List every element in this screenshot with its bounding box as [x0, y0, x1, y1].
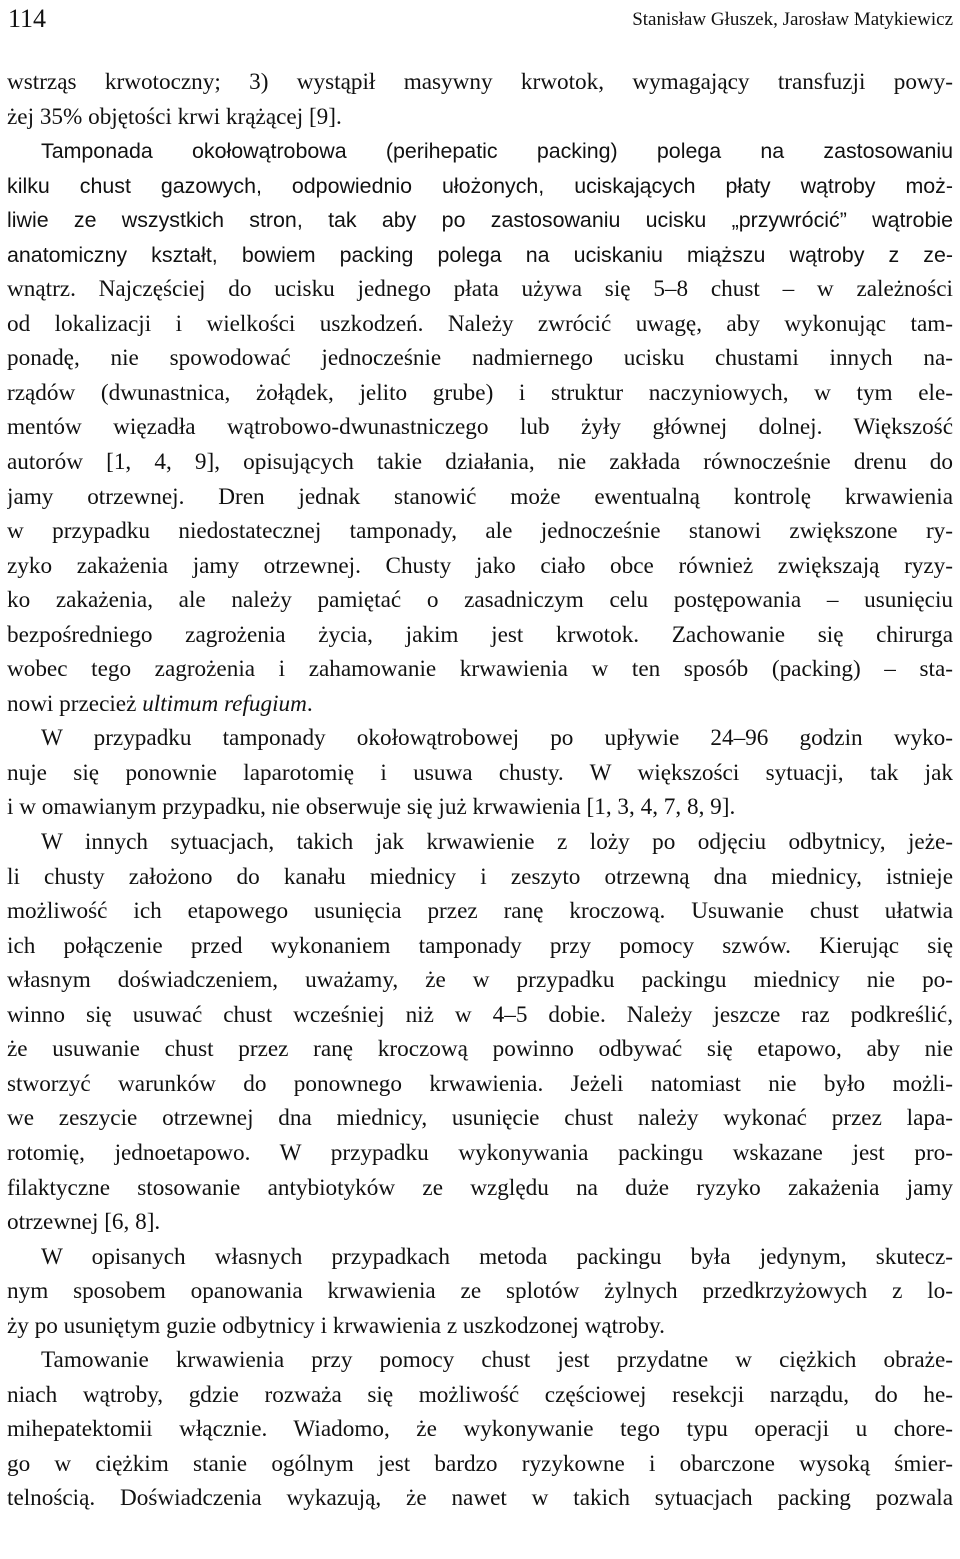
body-text [7, 65, 953, 1516]
text-line-content: W innych sytuacjach, takich jak krwawienie z loży po odjęciu odbytnicy, jeże- [41, 829, 953, 856]
text-line-content: liwie ze wszystkich stron, tak aby po zastosowaniu ucisku „przywrócić” wątrobie [7, 208, 953, 233]
text-line [7, 307, 953, 342]
text-line [7, 860, 953, 895]
text-line [7, 652, 953, 687]
text-line [7, 721, 953, 756]
text-line [7, 998, 953, 1033]
text-line-content: nuje się ponownie laparotomię i usuwa chusty. W większości sytuacji, tak jak [7, 759, 953, 786]
text-line-content: ko zakażenia, ale należy pamiętać o zasadniczym celu postępowania – usunięciu [7, 587, 953, 614]
text-line [7, 1101, 953, 1136]
text-line-content: nym sposobem opanowania krwawienia ze splotów żylnych przedkrzyżowych z lo- [7, 1278, 953, 1305]
text-line-content: wnątrz. Najczęściej do ucisku jednego płata używa się 5–8 chust – w zależności [7, 276, 953, 303]
text-line [7, 272, 953, 307]
text-line [7, 618, 953, 653]
text-line-content: mihepatektomii włącznie. Wiadomo, że wykonywanie tego typu operacji u chore- [7, 1416, 953, 1443]
running-head-authors: Stanisław Głuszek, Jarosław Matykiewicz [632, 9, 953, 30]
text-line [7, 1343, 953, 1378]
text-line [7, 1240, 953, 1275]
text-line-content: niach wątroby, gdzie rozważa się możliwość częściowej resekcji narządu, do he- [7, 1381, 953, 1408]
text-line [7, 687, 953, 722]
text-line [7, 549, 953, 584]
text-line-content: anatomiczny kształt, bowiem packing polega na uciskaniu miąższu wątroby z ze- [7, 242, 953, 267]
text-line-content: rządów (dwunastnica, żołądek, jelito grube) i struktur naczyniowych, w tym ele- [7, 379, 953, 406]
text-line [7, 1205, 953, 1240]
text-line [7, 100, 953, 135]
text-line-content: ponadę, nie spowodować jednocześnie nadmiernego ucisku chustami innych na- [7, 345, 953, 372]
text-line [7, 1412, 953, 1447]
text-line-content: stworzyć warunków do ponownego krwawienia. Jeżeli natomiast nie było możli- [7, 1070, 953, 1097]
text-line-content: W przypadku tamponady okołowątrobowej po upływie 24–96 godzin wyko- [41, 725, 953, 752]
text-line-content: nowi przecież [7, 690, 143, 717]
text-line-content: winno się usuwać chust wcześniej niż w 4–5 dobie. Należy jeszcze raz podkreślić, [7, 1001, 953, 1028]
text-line [7, 1447, 953, 1482]
text-line-content: kilku chust gazowych, odpowiednio ułożonych, uciskających płaty wątroby moż- [7, 173, 953, 198]
text-line-content: we zeszycie otrzewnej dna miednicy, usunięcie chust należy wykonać przez lapa- [7, 1105, 953, 1132]
text-line [7, 1378, 953, 1413]
text-line-content: li chusty założono do kanału miednicy i zeszyto otrzewną dna miednicy, istnieje [7, 863, 953, 890]
text-line [7, 1481, 953, 1516]
text-line [7, 1274, 953, 1309]
text-line-content: telnością. Doświadczenia wykazują, że nawet w takich sytuacjach packing pozwala [7, 1485, 953, 1512]
text-line-content: rotomię, jednoetapowo. W przypadku wykonywania packingu wskazane jest pro- [7, 1139, 953, 1166]
text-line-content: możliwość ich etapowego usunięcia przez ranę kroczową. Usuwanie chust ułatwia [7, 898, 953, 925]
running-header [0, 0, 960, 44]
text-line [7, 756, 953, 791]
text-line [7, 1067, 953, 1102]
text-line-content: filaktyczne stosowanie antybiotyków ze względu na duże ryzyko zakażenia jamy [7, 1174, 953, 1201]
text-line-content: Tamowanie krwawienia przy pomocy chust jest przydatne w ciężkich obraże- [41, 1347, 953, 1374]
text-line [7, 1171, 953, 1206]
text-line-content: ży po usuniętym guzie odbytnicy i krwawienia z uszkodzonej wątroby. [7, 1312, 665, 1339]
text-line-tail: . [306, 690, 313, 717]
text-line [7, 65, 953, 100]
text-line [7, 1136, 953, 1171]
text-line-content: własnym doświadczeniem, uważamy, że w przypadku packingu miednicy nie po- [7, 967, 953, 994]
text-line-content: otrzewnej [6, 8]. [7, 1209, 161, 1236]
text-line-content: od lokalizacji i wielkości uszkodzeń. Należy zwrócić uwagę, aby wykonując tam- [7, 310, 953, 337]
text-line-content: i w omawianym przypadku, nie obserwuje się już krwawienia [1, 3, 4, 7, 8, 9]. [7, 794, 736, 821]
text-line-content: Tamponada okołowątrobowa (perihepatic packing) polega na zastosowaniu [41, 139, 953, 164]
text-line-content: w przypadku niedostatecznej tamponady, ale jednocześnie stanowi zwiększone ry- [7, 518, 953, 545]
text-line-content: wobec tego zagrożenia i zahamowanie krwawienia w ten sposób (packing) – sta- [7, 656, 953, 683]
text-line [7, 514, 953, 549]
text-line [7, 790, 953, 825]
text-line-content: autorów [1, 4, 9], opisujących takie działania, nie zakłada równocześnie drenu do [7, 449, 953, 476]
text-line-content: jamy otrzewnej. Dren jednak stanowić może ewentualną kontrolę krwawienia [7, 483, 953, 510]
text-line-content: bezpośredniego zagrożenia życia, jakim jest krwotok. Zachowanie się chirurga [7, 621, 953, 648]
text-line-content: mentów więzadła wątrobowo-dwunastniczego lub żyły głównej dolnej. Większość [7, 414, 953, 441]
text-line-content: W opisanych własnych przypadkach metoda packingu była jedynym, skutecz- [41, 1243, 953, 1270]
text-line-content: ich połączenie przed wykonaniem tamponady przy pomocy szwów. Kierując się [7, 932, 953, 959]
text-line [7, 583, 953, 618]
text-line-content: żej 35% objętości krwi krążącej [9]. [7, 103, 342, 130]
text-line-content: wstrząs krwotoczny; 3) wystąpił masywny krwotok, wymagający transfuzji powy- [7, 69, 953, 95]
text-line [7, 445, 953, 480]
text-line [7, 169, 953, 204]
text-line-content: że usuwanie chust przez ranę kroczową powinno odbywać się etapowo, aby nie [7, 1036, 953, 1063]
text-line [7, 963, 953, 998]
text-line [7, 825, 953, 860]
text-line [7, 410, 953, 445]
text-line [7, 1309, 953, 1344]
text-line [7, 341, 953, 376]
text-line [7, 376, 953, 411]
text-line-content: go w ciężkim stanie ogólnym jest bardzo ryzykowne i obarczone wysoką śmier- [7, 1450, 953, 1477]
text-line [7, 134, 953, 169]
text-line [7, 203, 953, 238]
text-line [7, 480, 953, 515]
page-number: 114 [8, 4, 47, 33]
text-line [7, 894, 953, 929]
italic-term: ultimum refugium [142, 690, 307, 717]
text-line [7, 929, 953, 964]
text-line [7, 1032, 953, 1067]
text-line-content: zyko zakażenia jamy otrzewnej. Chusty jako ciało obce również zwiększają ryzy- [7, 552, 953, 579]
text-line [7, 238, 953, 273]
